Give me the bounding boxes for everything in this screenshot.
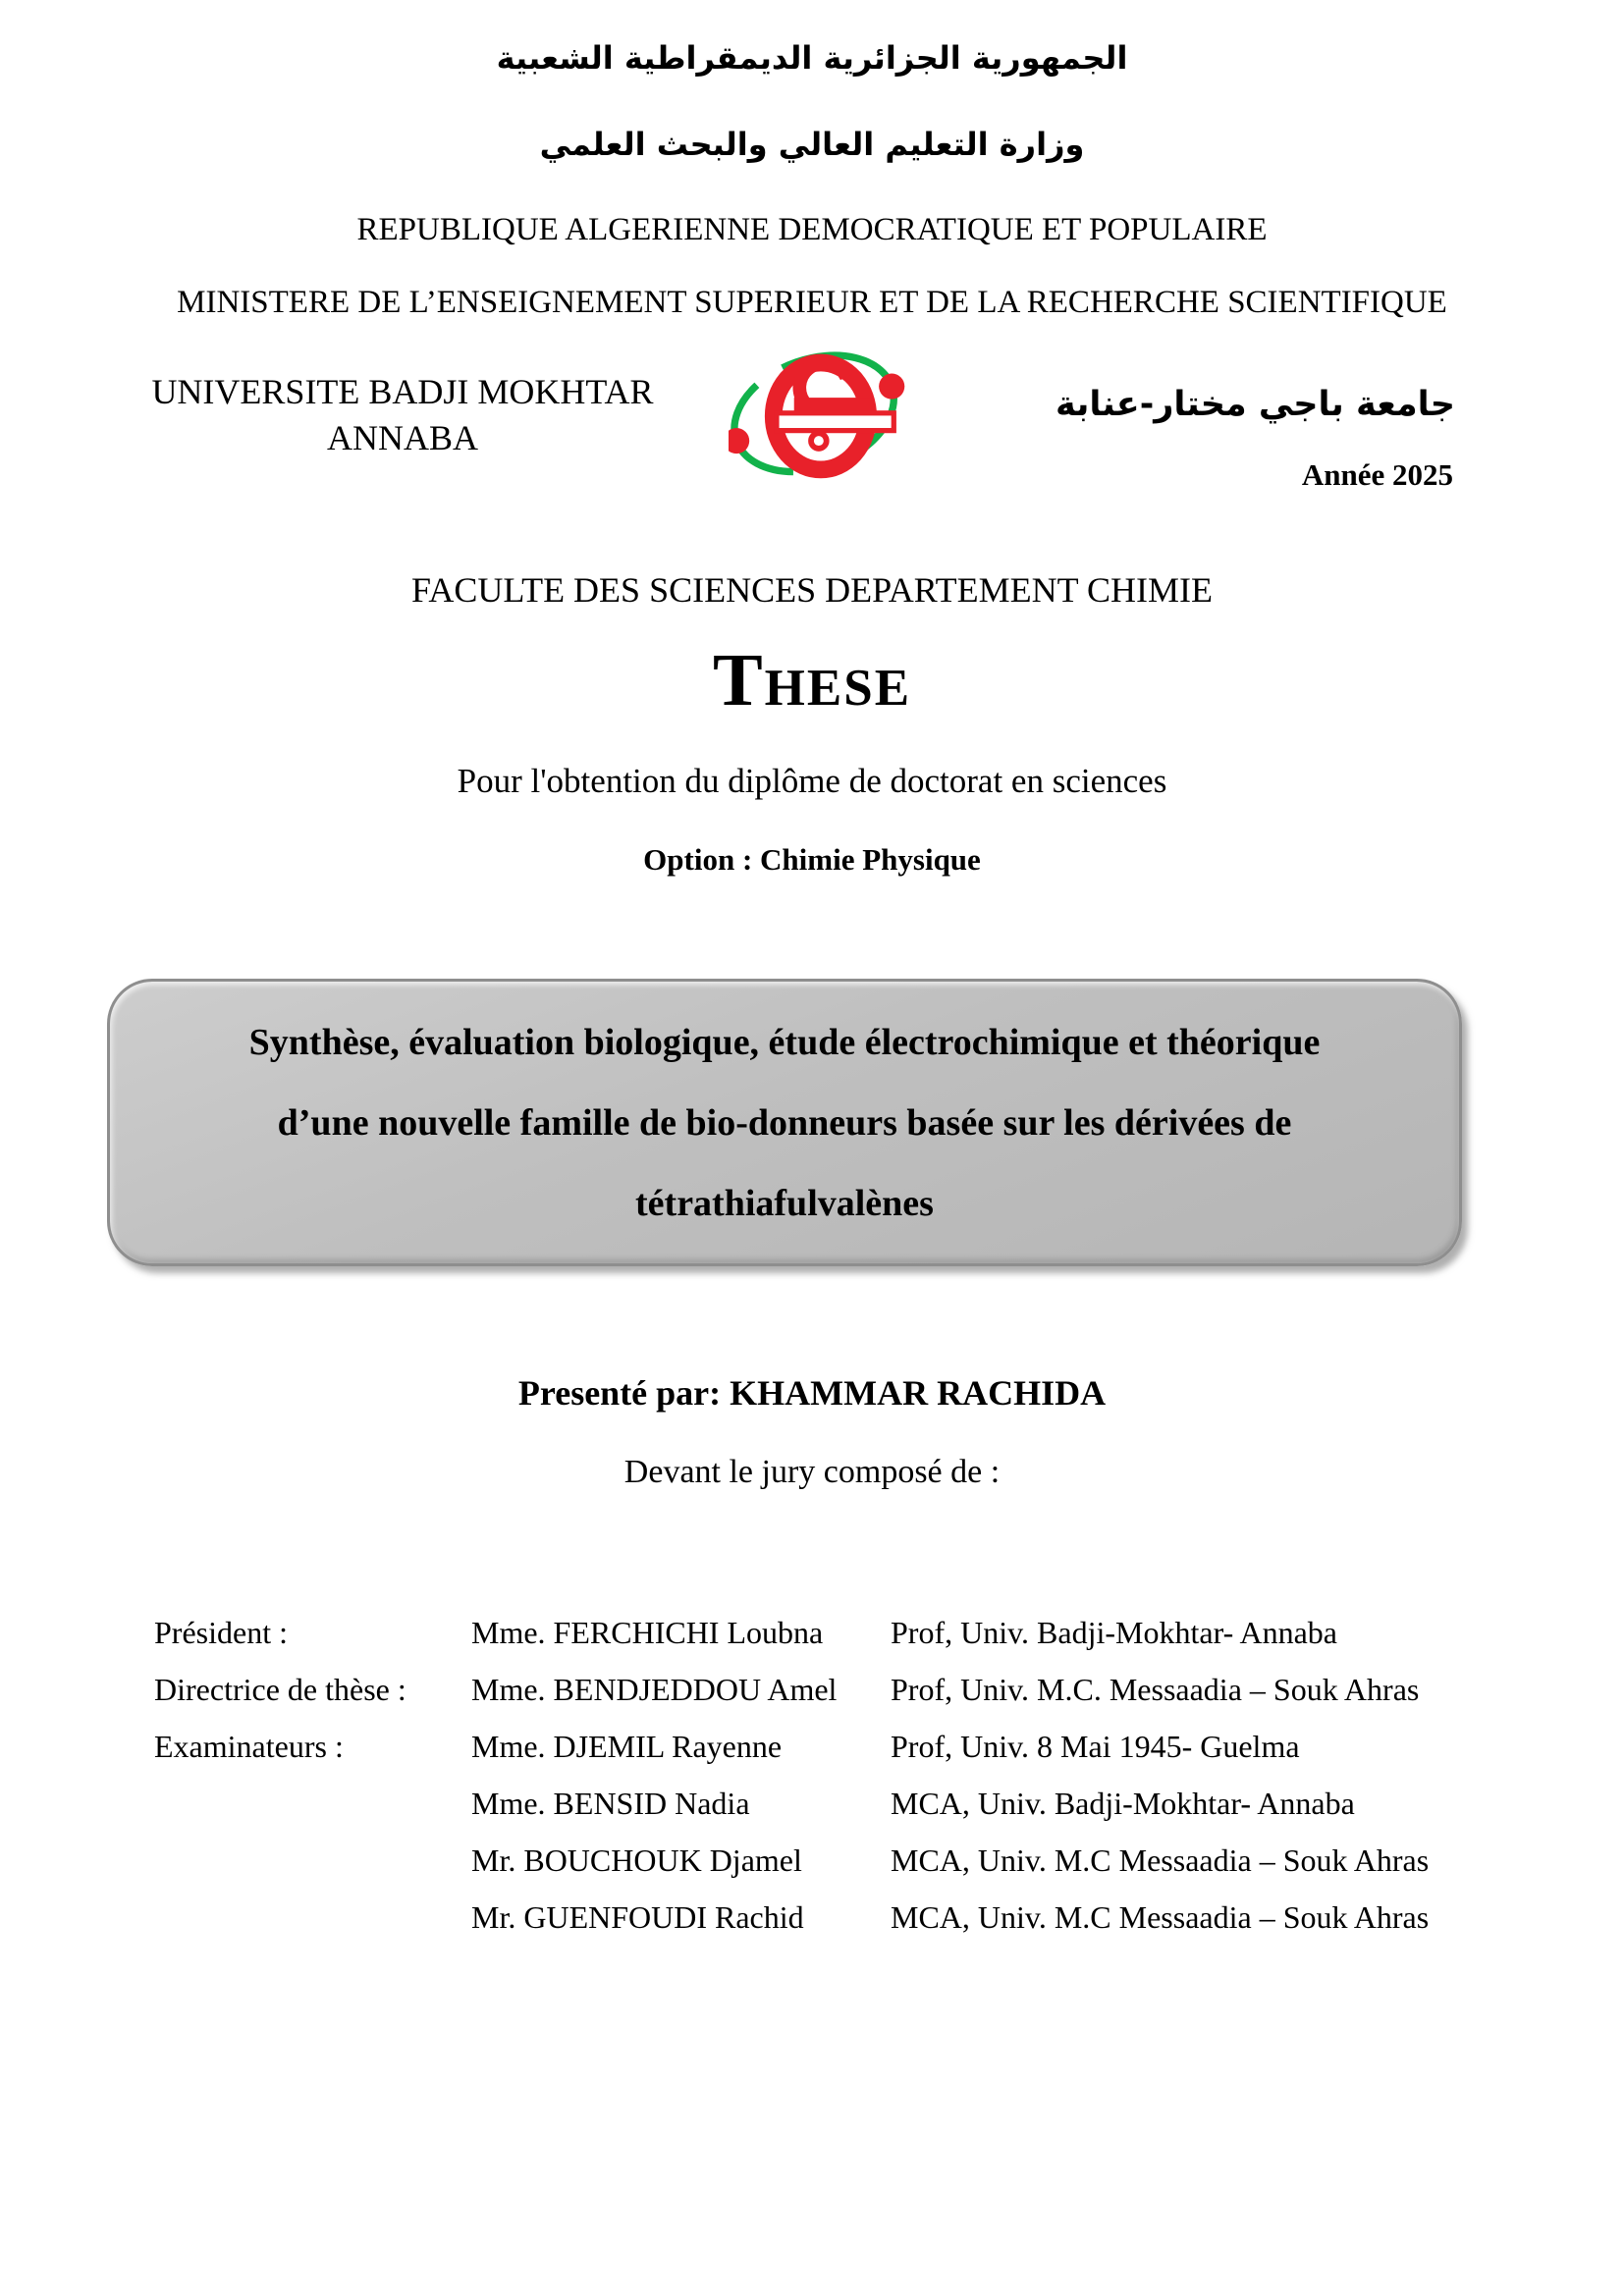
arabic-ministry-line: وزارة التعليم العالي والبحث العلمي bbox=[539, 126, 1085, 163]
arabic-republic-line: الجمهورية الجزائرية الديمقراطية الشعبية bbox=[496, 39, 1128, 77]
university-name-arabic: جامعة باجي مختار-عنابة bbox=[1055, 385, 1455, 424]
jury-row bbox=[154, 1672, 1529, 1729]
thesis-title-line-3: tétrathiafulvalènes bbox=[635, 1182, 934, 1224]
university-logo-graphic bbox=[729, 330, 915, 505]
document-type-title: THESE bbox=[712, 639, 912, 721]
jury-row bbox=[154, 1729, 1529, 1786]
orbit-dot-bottom-left bbox=[729, 428, 749, 454]
jury-member-name: Mme. DJEMIL Rayenne bbox=[471, 1729, 783, 1764]
jury-member-affiliation: MCA, Univ. M.C Messaadia – Souk Ahras bbox=[891, 1899, 1430, 1935]
republic-line: REPUBLIQUE ALGERIENNE DEMOCRATIQUE ET POPULAIRE bbox=[356, 212, 1268, 247]
jury-row bbox=[154, 1842, 1529, 1899]
jury-member-affiliation: MCA, Univ. M.C Messaadia – Souk Ahras bbox=[891, 1842, 1430, 1878]
university-name-french bbox=[118, 369, 687, 461]
logo-inner-bar bbox=[794, 398, 870, 412]
jury-member-name: Mme. BENSID Nadia bbox=[471, 1786, 750, 1821]
presented-by-line: Presenté par: KHAMMAR RACHIDA bbox=[517, 1373, 1107, 1413]
jury-row bbox=[154, 1899, 1529, 1956]
thesis-title-box bbox=[107, 979, 1462, 1266]
jury-table bbox=[154, 1615, 1529, 1956]
jury-member-affiliation: Prof, Univ. 8 Mai 1945- Guelma bbox=[891, 1729, 1300, 1764]
thesis-title-line-2: d’une nouvelle famille de bio-donneurs basée sur les dérivées de bbox=[277, 1101, 1292, 1144]
jury-member-name: Mr. GUENFOUDI Rachid bbox=[471, 1899, 804, 1935]
jury-member-affiliation: MCA, Univ. Badji-Mokhtar- Annaba bbox=[891, 1786, 1355, 1821]
option-line: Option : Chimie Physique bbox=[643, 842, 981, 877]
jury-role: Président : bbox=[154, 1615, 288, 1650]
degree-line: Pour l'obtention du diplôme de doctorat en sciences bbox=[457, 762, 1167, 800]
jury-member-name: Mme. BENDJEDDOU Amel bbox=[471, 1672, 838, 1707]
ministry-line: MINISTERE DE L’ENSEIGNEMENT SUPERIEUR ET DE LA RECHERCHE SCIENTIFIQUE bbox=[177, 285, 1447, 320]
logo-small-dot bbox=[811, 433, 827, 449]
logo-white-bar bbox=[777, 413, 893, 431]
university-logo bbox=[729, 330, 915, 505]
jury-member-name: Mr. BOUCHOUK Djamel bbox=[471, 1842, 802, 1878]
faculty-line: FACULTE DES SCIENCES DEPARTEMENT CHIMIE bbox=[411, 570, 1213, 610]
university-name-line2: ANNABA bbox=[326, 418, 478, 457]
jury-role: Directrice de thèse : bbox=[154, 1672, 406, 1707]
orbit-dot-top-right bbox=[879, 374, 904, 400]
jury-role: Examinateurs : bbox=[154, 1729, 344, 1764]
jury-member-affiliation: Prof, Univ. M.C. Messaadia – Souk Ahras bbox=[891, 1672, 1420, 1707]
year-label: Année 2025 bbox=[1301, 457, 1453, 492]
jury-row bbox=[154, 1615, 1529, 1672]
jury-member-name: Mme. FERCHICHI Loubna bbox=[471, 1615, 824, 1650]
jury-member-affiliation: Prof, Univ. Badji-Mokhtar- Annaba bbox=[891, 1615, 1337, 1650]
jury-intro-line: Devant le jury composé de : bbox=[623, 1454, 1001, 1490]
jury-row bbox=[154, 1786, 1529, 1842]
thesis-title-line-1: Synthèse, évaluation biologique, étude électrochimique et théorique bbox=[248, 1021, 1321, 1063]
university-name-line1: UNIVERSITE BADJI MOKHTAR bbox=[151, 372, 654, 411]
